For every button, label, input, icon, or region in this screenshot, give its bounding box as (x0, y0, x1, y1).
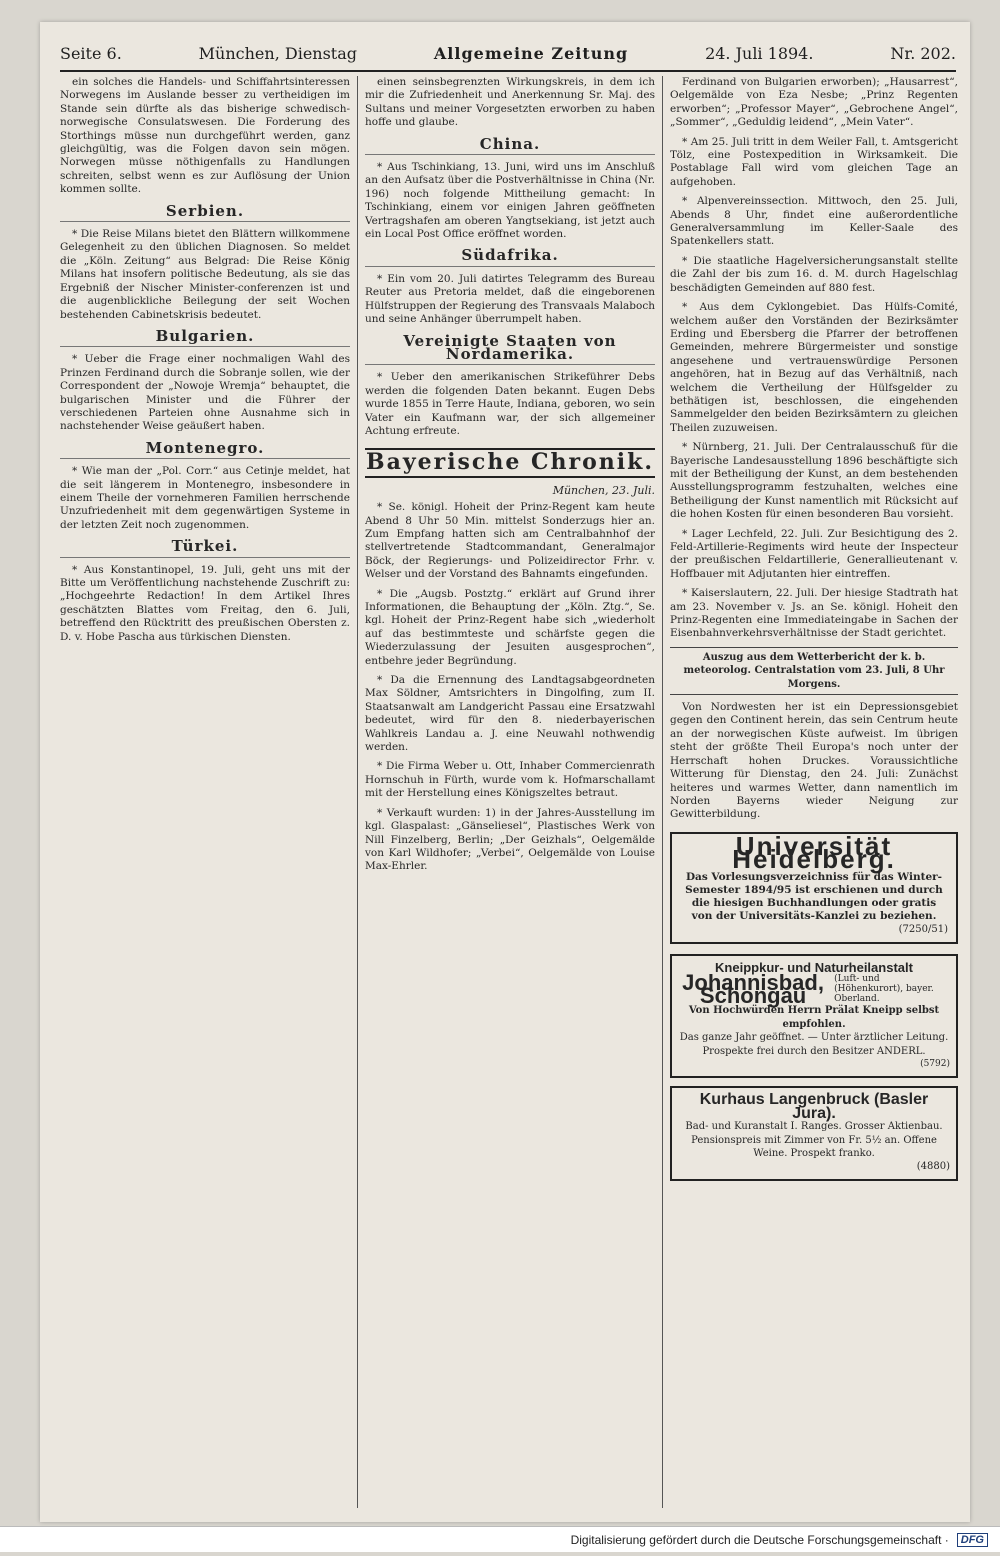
article-paragraph: * Se. königl. Hoheit der Prinz-Regent kam heute Abend 8 Uhr 50 Min. mittelst Sonderzugs hier an. Zum Empfang hatten sich am Centralbahnhof der stellvertretende Stadtcommandant, Generalmajor Böck, der Regierungs- und Polizeidirector Frhr. v. Welser und der Vorstand des Bahnamts eingefunden. (365, 501, 655, 581)
section-heading-bulgarien: Bulgarien. (60, 330, 350, 347)
place-day: München, Dienstag (198, 43, 358, 63)
article-paragraph: * Ueber die Frage einer nochmaligen Wahl des Prinzen Ferdinand durch die Sobranje sollen, wie der Correspondent der „Nowoje Wremja“ behauptet, die bulgarischen Minister und die Führer der verschiedenen Parteien ohne Ausnahme sich in nachstehender Weise geäußert haben. (60, 353, 350, 433)
issue-number: Nr. 202. (890, 43, 956, 63)
newspaper-page (40, 22, 970, 1522)
advertisement-johannisbad (670, 954, 958, 1078)
column-right (670, 76, 958, 1508)
weather-report: Von Nordwesten her ist ein Depressionsgebiet gegen den Continent herein, das sein Centrum heute an der norwegischen Küste aufweist. Im übrigen steht der größte Theil Europa's noch unter der Herrschaft hohen Druckes. Voraussichtliche Witterung für Dienstag, den 24. Juli: Zunächst heiteres und warmes Wetter, dann namentlich im Norden Bayerns wieder Neigung zur Gewitterbildung. (670, 701, 958, 821)
article-paragraph: * Am 25. Juli tritt in dem Weiler Fall, t. Amtsgericht Tölz, eine Postexpedition in Wirksamkeit. Die Postablage Fall wird vom gleichen Tage an aufgehoben. (670, 135, 958, 188)
ad-code: (5792) (920, 1058, 950, 1069)
ad-title: Universität Heidelberg. (732, 830, 896, 875)
article-paragraph: ein solches die Handels- und Schiffahrtsinteressen Norwegens im Auslande besser zu vertheidigen im Stande sein dürfte als das bisherige schwedisch-norwegische Consulatswesen. Die Forderung des Storthings müsse nun durchgeführt werden, ganz gleichgültig, was die Folgen davon sein mögen. Norwegen müsse nöthigenfalls zu Handlungen schreiten, selbst wenn es zur Auflösung der Union kommen sollte. (60, 76, 350, 196)
article-paragraph: * Da die Ernennung des Landtagsabgeordneten Max Söldner, Amtsrichters in Dingolfing, zum II. Staatsanwalt am Landgericht Passau eine Ersatzwahl bedeutet, wird für den 8. niederbayerischen Wahlkreis Landau a. J. eine Neuwahl nothwendig werden. (365, 674, 655, 754)
section-heading-serbien: Serbien. (60, 205, 350, 222)
advertisement-university-heidelberg (670, 832, 958, 944)
ad-title-row (678, 969, 950, 1009)
section-heading-usa: Vereinigte Staaten von Nordamerika. (365, 335, 655, 366)
article-paragraph: * Die Reise Milans bietet den Blättern willkommene Gelegenheit zu den üblichen Diagnosen. So meldet die „Köln. Zeitung“ aus Belgrad: Die Reise König Milans hat insofern politische Bedeutung, als sie das Ergebniß der Nischer Minister-conferenzen ist und die augenblickliche Beilegung der seit Wochen bestehenden Cabinetskrisis bedeutet. (60, 228, 350, 321)
masthead (60, 40, 956, 72)
section-heading-suedafrika: Südafrika. (365, 249, 655, 266)
article-paragraph: * Aus Tschinkiang, 13. Juni, wird uns im Anschluß an den Aufsatz über die Postverhältnisse in China (Nr. 196) noch folgende Mittheilung gemacht: In Tschinkiang, einem vor einigen Jahren geöffneten Vertragshafen am oberen Yangtsekiang, ist jetzt auch ein Local Post Office eröffnet worden. (365, 161, 655, 241)
ad-title: Kneippkur- und Naturheilanstalt (715, 959, 913, 975)
article-paragraph: * Ein vom 20. Juli datirtes Telegramm des Bureau Reuter aus Pretoria meldet, daß die eingeborenen Hülfstruppen der Regierung des Transvaals Malaboch und seine Anhänger überrumpelt haben. (365, 272, 655, 326)
ad-body: Das Vorlesungsverzeichniss für das Winter-Semester 1894/95 ist erschienen und durch die hiesigen Buchhandlungen oder gratis von der Universitäts-Kanzlei zu beziehen. (685, 870, 943, 922)
ad-line: Das ganze Jahr geöffnet. — Unter ärztlicher Leitung. (679, 1032, 949, 1044)
column-rule (357, 76, 358, 1508)
digitization-footer (0, 1526, 1000, 1552)
section-heading-tuerkei: Türkei. (60, 540, 350, 557)
dateline: München, 23. Juli. (552, 483, 655, 497)
column-rule (662, 76, 663, 1508)
ad-title: Kurhaus Langenbruck (Basler Jura). (699, 1091, 929, 1122)
column-left (60, 76, 350, 1508)
article-paragraph: * Verkauft wurden: 1) in der Jahres-Ausstellung im kgl. Glaspalast: „Gänseliesel“, Plastisches Werk von Nill Finzelberg, Berlin; „Der Geizhals“, Oelgemälde von Karl Wildhofer; „Verbei“, Oelgemälde von Louise Max-Ehrler. (365, 806, 655, 873)
ad-code: (4880) (916, 1161, 950, 1173)
dfg-logo: DFG (957, 1533, 988, 1547)
section-heading-china: China. (365, 138, 655, 155)
issue-date: 24. Juli 1894. (705, 43, 814, 63)
article-paragraph: * Die staatliche Hagelversicherungsanstalt stellte die Zahl der bis zum 16. d. M. durch Hagelschlag beschädigten Gemeinden auf 880 fest. (670, 254, 958, 294)
weather-report-heading: Auszug aus dem Wetterbericht der k. b. meteorolog. Centralstation vom 23. Juli, 8 Uhr Morgens. (670, 647, 958, 695)
column-middle (365, 76, 655, 1508)
section-banner-bayerische-chronik: Bayerische Chronik. (365, 448, 655, 477)
advertisement-kurhaus-langenbruck (670, 1086, 958, 1180)
article-paragraph: * Lager Lechfeld, 22. Juli. Zur Besichtigung des 2. Feld-Artillerie-Regiments wird heute der Inspecteur der preußischen Feldartillerie, Generallieutenant v. Hoffbauer mit Adjutanten hier eintreffen. (670, 527, 958, 580)
ad-line: Von Hochwürden Herrn Prälat Kneipp selbst empfohlen. (688, 1005, 940, 1030)
section-heading-montenegro: Montenegro. (60, 442, 350, 459)
article-paragraph: * Die „Augsb. Postztg.“ erklärt auf Grund ihrer Informationen, die Behauptung der „Köln. Ztg.“, Se. kgl. Hoheit der Prinz-Regent habe sich „wiederholt auf das bestimmteste und schärfste gegen die Wiederzulassung der Jesuiten ausgesprochen“, entbehre jeder Begründung. (365, 587, 655, 667)
article-paragraph: Ferdinand von Bulgarien erworben); „Hausarrest“, Oelgemälde von Eza Nesbe; „Prinz Regenten erworben“; „Professor Mayer“, „Gebrochene Angel“, „Sommer“, „Geduldig leidend“, „Mein Vater“. (670, 76, 958, 129)
newspaper-title: Allgemeine Zeitung (433, 43, 629, 63)
ad-body: Bad- und Kuranstalt I. Ranges. Grosser Aktienbau. Pensionspreis mit Zimmer von Fr. 5½ an. Offene Weine. Prospekt franko. (685, 1121, 943, 1159)
footer-credit: Digitalisierung gefördert durch die Deutsche Forschungsgemeinschaft · (570, 1532, 949, 1547)
article-paragraph: einen seinsbegrenzten Wirkungskreis, in dem ich mir die Zufriedenheit und Anerkennung Sr. Maj. des Sultans und meiner Vorgesetzten erworben zu haben hoffe und glaube. (365, 76, 655, 129)
article-paragraph: * Alpenvereinssection. Mittwoch, den 25. Juli, Abends 8 Uhr, findet eine außerordentliche Generalversammlung im Keller-Saale des Spatenkellers statt. (670, 195, 958, 248)
ad-headline: Johannisbad, Schongau (682, 969, 824, 1009)
ad-line: Prospekte frei durch den Besitzer ANDERL. (702, 1045, 926, 1057)
article-paragraph: * Nürnberg, 21. Juli. Der Centralausschuß für die Bayerische Landesausstellung 1896 beschäftigte sich mit der Betheiligung der Kunst, an dem bestehenden Ausstellungsprogramm festzuhalten, welches eine Betheiligung der Kunst namentlich mit Rücksicht auf die hohen Kosten für einen besonderen Bau vorsieht. (670, 441, 958, 521)
article-paragraph: * Wie man der „Pol. Corr.“ aus Cetinje meldet, hat die seit längerem in Montenegro, insbesondere in einem Theile der vornehmeren Familien herrschende Unzufriedenheit mit dem gegenwärtigen Systeme in der letzten Zeit noch zugenommen. (60, 465, 350, 531)
article-paragraph: * Ueber den amerikanischen Strikeführer Debs werden die folgenden Daten bekannt. Eugen Debs wurde 1855 in Terre Haute, Indiana, geboren, wo sein Vater ein Kaufmann war, der sich allgemeiner Achtung erfreute. (365, 371, 655, 437)
page-number: Seite 6. (60, 43, 122, 63)
article-paragraph: * Aus Konstantinopel, 19. Juli, geht uns mit der Bitte um Veröffentlichung nachstehende Zuschrift zu: „Hochgeehrte Redaction! In dem Artikel Ihres geschätzten Blattes vom Freitag, den 6. Juli, betreffend den Rücktritt des preußischen Obersten z. D. v. Hobe Pascha aus türkischen Diensten. (60, 563, 350, 643)
article-paragraph: * Kaiserslautern, 22. Juli. Der hiesige Stadtrath hat am 23. November v. Js. an Se. königl. Hoheit den Prinz-Regenten eine Immediateingabe in Sachen der Eisenbahnverkehrsverhältnisse der Stadt gerichtet. (670, 587, 958, 640)
ad-code: (7250/51) (898, 923, 948, 935)
ad-subtitle: (Luft- und (Höhenkurort), bayer. Oberland. (834, 974, 934, 1005)
article-paragraph: * Aus dem Cyklongebiet. Das Hülfs-Comité, welchem außer den Vorständen der Bezirksämter Erding und Ebersberg die Pfarrer der betroffenen Gemeinden, mehrere Bürgermeister und sonstige angesehene und vertrauenswürdige Personen angehören, hat in Bezug auf das Verhältniß, nach welchem die Vertheilung der Hülfsgelder zu bethätigen ist, beschlossen, die eingehenden Sammelgelder den beiden Bezirksämtern zu gleichen Theilen zuzuweisen. (670, 301, 958, 434)
article-paragraph: * Die Firma Weber u. Ott, Inhaber Commercienrath Hornschuh in Fürth, wurde vom k. Hofmarschallamt mit der Herstellung eines Königszeltes betraut. (365, 760, 655, 800)
